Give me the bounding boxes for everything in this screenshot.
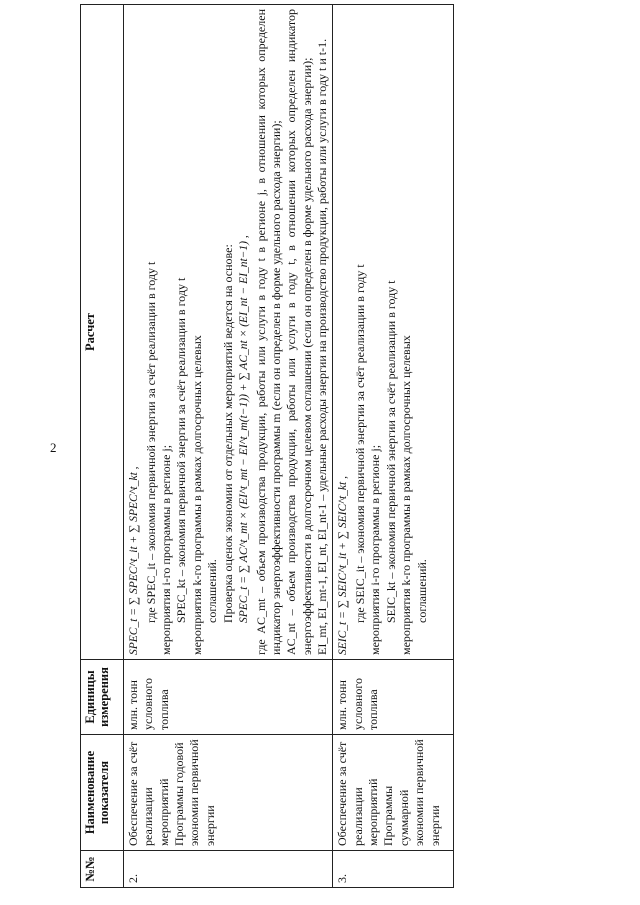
seic-k-line-b: мероприятия k-го программы в рамках долгосрочных целевых: [399, 335, 414, 655]
formula-seic-sum: SEIC_t = ∑ SEIC^t_it + ∑ SEIC^t_kt ,: [337, 476, 350, 655]
table-row: [124, 5, 333, 888]
row-name: Обеспечение за счёт реализации мероприятий Программы годовой экономии первичной энергии: [124, 735, 333, 851]
header-name: Наименование показателя: [81, 735, 124, 851]
seic-k-line-c: соглашений.: [414, 559, 429, 623]
spec-i-line-a: где SPEC_it – экономия первичной энергии за счёт реализации в году t: [143, 261, 158, 623]
header-unit: Единицы измерения: [81, 660, 124, 735]
page-number: 2: [50, 440, 57, 455]
formula-spec-check: SPEC_t = ∑ AC^t_mt × (EI^t_mt − EI^t_m(t−1)) + ∑ AC_nt × (EI_nt − EI_nt−1) ,: [237, 235, 250, 623]
formula-spec-sum: SPEC_t = ∑ SPEC^t_it + ∑ SPEC^t_kt ,: [128, 466, 140, 655]
row-calc: [124, 5, 333, 660]
row-calc: [333, 5, 454, 660]
seic-k-line-a: SEIC_kt – экономия первичной энергии за счёт реализации в году t: [383, 280, 398, 623]
indicators-table: [80, 4, 454, 888]
spec-k-line-c: соглашений.: [205, 559, 220, 623]
spec-k-line-b: мероприятия k-го программы в рамках долгосрочных целевых: [189, 335, 204, 655]
header-calc: Расчет: [81, 5, 124, 660]
row-name: Обеспечение за счёт реализации мероприятий Программы суммарной экономии первичной энергии: [333, 735, 454, 851]
ac-n-definition: AC_nt – объем производства продукции, работы или услуги в году t, в отношении которых определен индикатор энергоэффективности в долгосрочном целевом соглашении (если он определен в форме удельного расхода энергии);: [284, 9, 314, 655]
seic-i-line-a: где SEIC_it – экономия первичной энергии за счёт реализации в году t: [353, 264, 368, 623]
row-unit: млн. тонн условного топлива: [124, 660, 333, 735]
ac-m-definition: где AC_mt – объем производства продукции, работы или услуги в году t в регионе j, в отношении которых определен индикатор энергоэффективности программы m (если он определен в форме удельного расхода энергии);: [253, 9, 283, 655]
seic-i-line-b: мероприятия i-го программы в регионе j;: [368, 444, 383, 655]
row-num: 3.: [333, 851, 454, 888]
table-row: [333, 5, 454, 888]
header-num: №№: [81, 851, 124, 888]
row-unit: млн. тонн условного топлива: [333, 660, 454, 735]
table-wrapper: [80, 5, 454, 888]
row-num: 2.: [124, 851, 333, 888]
table-header-row: [81, 5, 124, 888]
rotated-page: [80, 0, 640, 905]
spec-k-line-a: SPEC_kt – экономия первичной энергии за счёт реализации в году t: [174, 277, 189, 623]
check-sentence: Проверка оценок экономии от отдельных мероприятий ведется на основе:: [220, 244, 235, 623]
spec-i-line-b: мероприятия i-го программы в регионе j;: [159, 444, 174, 655]
ei-definition: EI_mt, EI_mt-1, EI_nt, EI_nt-1 – удельные расходы энергии на производство продукции, работы или услуги в году t и t-1.: [315, 38, 330, 655]
